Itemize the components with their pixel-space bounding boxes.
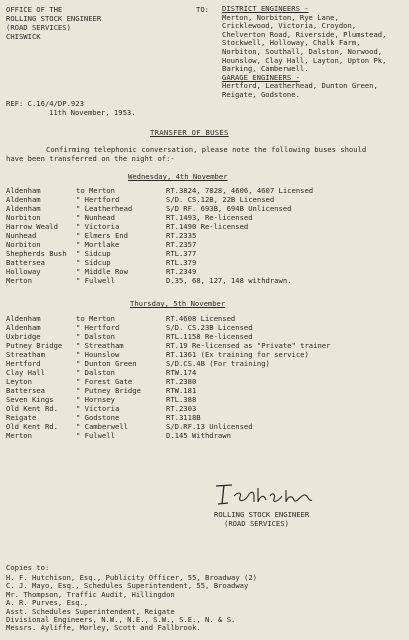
copy-recipient: Divisional Engineers, N.W., N.E., S.W., S.E., N. & S. [6, 615, 236, 625]
from-garage: Streatham [6, 350, 45, 359]
district-line: Barking, Camberwell. [222, 64, 309, 74]
from-garage: Merton [6, 431, 32, 440]
to-garage: " Camberwell [76, 422, 128, 431]
recipients-block [222, 5, 386, 100]
garage-title: GARAGE ENGINEERS - [222, 72, 300, 82]
to-garage: " Nunhead [76, 213, 115, 222]
copy-recipient: Messrs. Ayliffe, Morley, Scott and Fallbrook. [6, 623, 201, 633]
bus-detail: S/D.RF.13 Unlicensed [166, 422, 253, 431]
to-garage: " Victoria [76, 222, 120, 231]
from-garage: Leyton [6, 377, 32, 386]
bus-detail: S/D. CS.23B Licensed [166, 323, 253, 332]
bus-detail: RTL.379 [166, 258, 197, 267]
district-line: Norbiton, Southall, Dalston, Norwood, [222, 46, 383, 56]
from-garage: Seven Kings [6, 395, 54, 404]
from-line: OFFICE OF THE [6, 5, 63, 14]
to-label: TO: [196, 5, 209, 14]
from-garage: Hertford [6, 359, 41, 368]
from-garage: Shepherds Bush [6, 249, 67, 258]
from-garage: Aldenham [6, 204, 41, 213]
district-line: Cricklewood, Victoria, Croydon, [222, 21, 357, 31]
bus-detail: RT.2335 [166, 231, 197, 240]
copy-recipient: Mr. Thompson, Traffic Audit, Hillingdon [6, 589, 175, 599]
to-garage: " Hounslow [76, 350, 120, 359]
district-line: Stockwell, Holloway, Chalk Farm, [222, 38, 361, 48]
bus-detail: RT.19 Re-licensed as "Private" trainer [166, 341, 331, 350]
to-garage: " Sidcup [76, 258, 111, 267]
memo-title: TRANSFER OF BUSES [150, 128, 229, 137]
from-garage: Harrow Weald [6, 222, 58, 231]
bus-detail: D.145 Withdrawn [166, 431, 231, 440]
intro-line: Confirming telephonic conversation, please note the following buses should [46, 145, 367, 154]
handwritten-signature [212, 482, 322, 508]
intro-line: have been transferred on the night of:- [6, 154, 175, 163]
to-garage: " Fulwell [76, 431, 115, 440]
from-garage: Aldenham [6, 195, 41, 204]
from-garage: Holloway [6, 267, 41, 276]
to-garage: " Sidcup [76, 249, 111, 258]
from-garage: Aldenham [6, 323, 41, 332]
to-garage: to Merton [76, 186, 115, 195]
from-garage: Aldenham [6, 314, 41, 323]
to-garage: to Merton [76, 314, 115, 323]
bus-detail: RT.4608 Licensed [166, 314, 236, 323]
bus-detail: RTL.388 [166, 395, 197, 404]
bus-detail: D.35, 68, 127, 148 withdrawn. [166, 276, 292, 285]
from-garage: Norbiton [6, 213, 41, 222]
to-garage: " Middle Row [76, 267, 128, 276]
bus-detail: RTL.377 [166, 249, 197, 258]
bus-detail: S/D.CS.4B (For training) [166, 359, 270, 368]
garage-line: Hertford, Leatherhead, Dunton Green, [222, 81, 378, 91]
from-garage: Merton [6, 276, 32, 285]
copies-list [6, 574, 257, 633]
to-garage: " Leatherhead [76, 204, 133, 213]
copy-recipient: H. F. Hutchison, Esq., Publicity Officer, 55, Broadway (2) [6, 573, 257, 582]
from-garage: Old Kent Rd. [6, 422, 58, 431]
copies-label: Copies to: [6, 563, 50, 572]
to-garage: " Hertford [76, 195, 120, 204]
from-garage: Nunhead [6, 231, 37, 240]
bus-detail: RTW.174 [166, 368, 197, 377]
section-heading: Wednesday, 4th November [128, 172, 228, 181]
from-garage: Putney Bridge [6, 341, 63, 350]
memo-date: 11th November, 1953. [49, 108, 136, 117]
from-garage: Battersea [6, 258, 45, 267]
from-line: CHISWICK [6, 32, 41, 41]
copy-recipient: Asst. Schedules Superintendent, Reigate [6, 606, 175, 616]
from-garage: Battersea [6, 386, 45, 395]
district-line: Merton, Norbiton, Rye Lane, [222, 12, 339, 22]
bus-detail: RTW.181 [166, 386, 197, 395]
from-garage: Reigate [6, 413, 37, 422]
to-garage: " Hertford [76, 323, 120, 332]
signature-title: ROLLING STOCK ENGINEER [214, 510, 310, 519]
to-garage: " Putney Bridge [76, 386, 141, 395]
bus-detail: RT.2349 [166, 267, 197, 276]
to-garage: " Dalston [76, 368, 115, 377]
to-garage: " Elmers End [76, 231, 128, 240]
bus-detail: RT.3824, 7828, 4606, 4607 Licensed [166, 186, 314, 195]
copy-recipient: A. R. Purves, Esq., [6, 598, 89, 608]
from-garage: Clay Hall [6, 368, 45, 377]
signature-block [212, 482, 322, 528]
to-garage: " Godstone [76, 413, 120, 422]
to-garage: " Fulwell [76, 276, 115, 285]
garage-line: Reigate, Godstone. [222, 89, 300, 99]
signature-subtitle: (ROAD SERVICES) [224, 519, 289, 528]
from-line: (ROAD SERVICES) [6, 23, 71, 32]
from-garage: Aldenham [6, 186, 41, 195]
from-garage: Uxbridge [6, 332, 41, 341]
bus-detail: S/D. CS.12B, 22B Licensed [166, 195, 275, 204]
to-garage: " Victoria [76, 404, 120, 413]
from-garage: Norbiton [6, 240, 41, 249]
bus-detail: RT.2303 [166, 404, 197, 413]
to-garage: " Streatham [76, 341, 124, 350]
bus-detail: RT.3118B [166, 413, 201, 422]
bus-detail: RT.1493, Re-licensed [166, 213, 253, 222]
bus-detail: S/D RF. 693B, 694B Unlicensed [166, 204, 292, 213]
bus-detail: RTL.1158 Re-licensed [166, 332, 253, 341]
district-line: Hounslow, Clay Hall, Layton, Upton Pk, [222, 55, 387, 65]
bus-detail: RT.1361 (Ex training for service) [166, 350, 309, 359]
reference: REF: C.16/4/DP.923 [6, 99, 84, 108]
district-line: Chelverton Road, Riverside, Plumstead, [222, 29, 387, 39]
to-garage: " Mortlake [76, 240, 120, 249]
bus-detail: RT.1490 Re-licensed [166, 222, 249, 231]
to-garage: " Dunton Green [76, 359, 137, 368]
copy-recipient: C. J. Mayo, Esq., Schedules Superintendent, 55, Broadway [6, 581, 249, 591]
from-block [6, 5, 101, 41]
bus-detail: RT.2380 [166, 377, 197, 386]
to-garage: " Forest Gate [76, 377, 133, 386]
from-line: ROLLING STOCK ENGINEER [6, 14, 102, 23]
from-garage: Old Kent Rd. [6, 404, 58, 413]
district-title: DISTRICT ENGINEERS - [222, 4, 309, 13]
to-garage: " Dalston [76, 332, 115, 341]
section-heading: Thursday, 5th November [130, 299, 226, 308]
bus-detail: RT.2357 [166, 240, 197, 249]
to-garage: " Hornsey [76, 395, 115, 404]
